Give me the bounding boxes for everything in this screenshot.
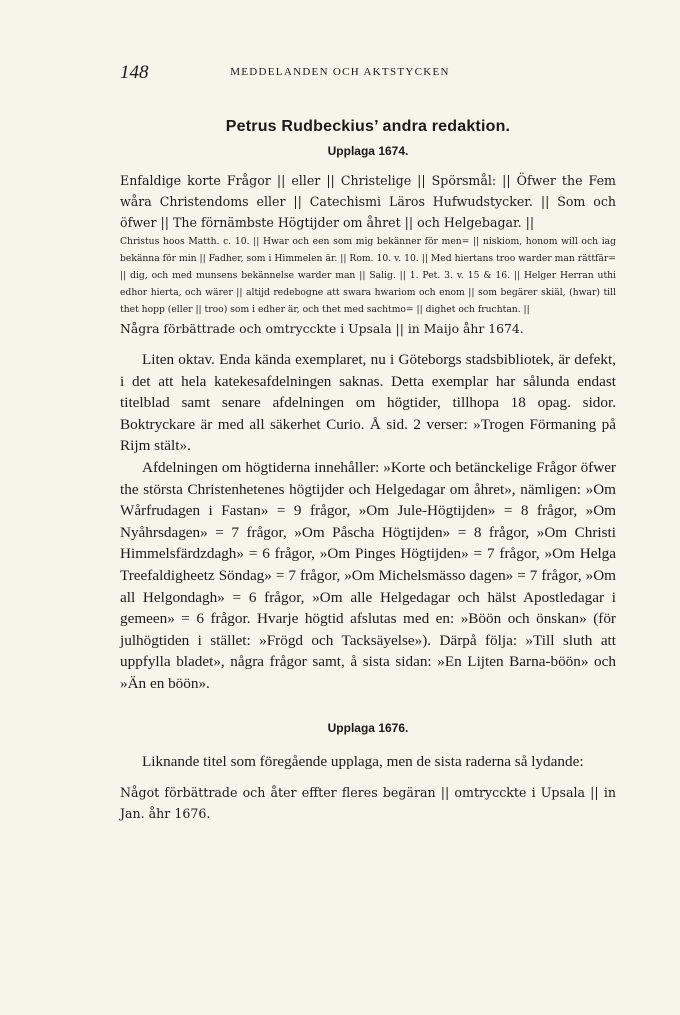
running-head xyxy=(0,62,680,86)
edition-1676-heading: Upplaga 1676. xyxy=(327,720,409,735)
article-title: Petrus Rudbeckius’ andra redaktion. xyxy=(225,118,511,135)
contents-paragraph: Afdelningen om högtiderna innehåller: »Korte och betänckelige Frågor öfwer the största Christenhetenes högtijder och Helgedagar om åhret», nämligen: »Om Wårfrudagen i Fastan» = 9 frågor, »Om Jule-Högtijden» = 8 frågor, »Om Nyåhrsdagen» = 7 frågor, »Om Påscha Högtijden» = 8 frågor, »Om Christi Himmelsfärdzdagh» = 6 frågor, »Om Pinges Högtijden» = 7 frågor, »Om Helga Treefaldigheetz Söndag» = 7 frågor, »Om Michelsmässo dagen» = 7 frågor, »Om all Helgondagh» = 6 frågor, »Om alle Helgedagar och hälst Apostledagar i gemeen» = 6 frågor. Hvarje högtid afslutas med en: »Böön och önskan» (för julhögtiden i stället: »Frögd och Tacksäyelse»). Därpå följa: »Till sluth att uppfylla bladet», några frågor samt, å sista sidan: »En Lijten Barna-böön» och »Än en böön». xyxy=(120,458,616,692)
article-body xyxy=(120,118,616,824)
title-page-transcription: Enfaldige korte Frågor || eller || Christelige || Spörsmål: || Öfwer the Fem wåra Christendoms eller || Catechismi Läros Hufwudstycker. || Som och öfwer || The förnämbste Högtijder om åhret || och Helgebagar. || xyxy=(120,173,616,230)
page-number: 148 xyxy=(120,62,149,83)
motto-transcription: Christus hoos Matth. c. 10. || Hwar och een som mig bekänner för men= || niskiom, honom will och iag bekänna för min || Fadher, som i Himmelen är. || Rom. 10. v. 10. || Med hiertans troo warder man rättfär= || dig, och med munsens bekännelse warder man || Salig. || 1. Pet. 3. v. 15 & 16. || Helger Herran uthi edhor hierta, och wärer || altijd redebogne att swara hwariom och enom || som begärer skiäl, (hwar) till thet hopp (eller || troo) som i edher är, och thet med sachtmo= || dighet och fruchtan. || xyxy=(120,236,616,315)
imprint-1676: Något förbättrade och åter effter fleres begäran || omtrycckte i Upsala || in Jan. åhr 1676. xyxy=(120,785,616,822)
edition-1674-heading: Upplaga 1674. xyxy=(327,144,409,158)
similar-title-paragraph: Liknande titel som föregående upplaga, men de sista raderna så lydande: xyxy=(142,752,584,770)
journal-title: MEDDELANDEN OCH AKTSTYCKEN xyxy=(230,66,450,78)
description-paragraph: Liten oktav. Enda kända exemplaret, nu i Göteborgs stadsbibliotek, är defekt, i det att hela katekesafdelningen saknas. Detta exemplar har sålunda endast titelblad samt senare afdelningen om högtider, tillhopa 18 opag. sidor. Boktryckare är med all säkerhet Curio. Å sid. 2 verser: »Trogen Förmaning på Rijm stält». xyxy=(120,351,616,455)
imprint-1674: Några förbättrade och omtrycckte i Upsala || in Maijo åhr 1674. xyxy=(120,321,524,336)
